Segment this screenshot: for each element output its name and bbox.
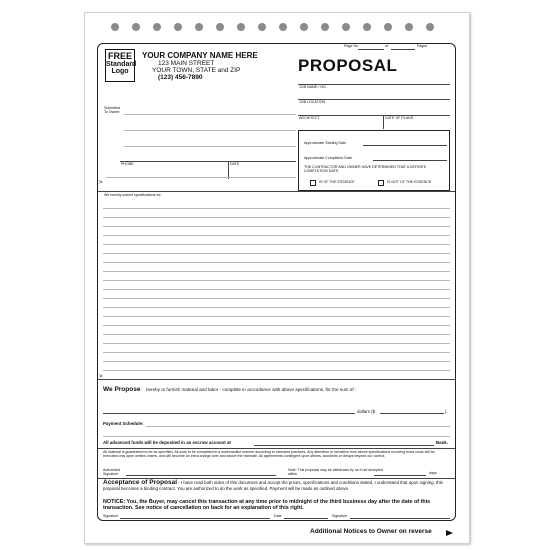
binder-hole [153, 23, 161, 31]
specification-line[interactable] [103, 289, 450, 290]
page-title: PROPOSAL [298, 56, 398, 75]
binder-hole [132, 23, 140, 31]
specification-line[interactable] [103, 235, 450, 236]
payment-schedule-line-2[interactable] [103, 436, 450, 437]
specification-line[interactable] [103, 271, 450, 272]
specification-line[interactable] [103, 244, 450, 245]
specification-line[interactable] [103, 262, 450, 263]
specification-line[interactable] [103, 298, 450, 299]
sum-amount-line[interactable] [380, 413, 444, 414]
buyer-signature-line[interactable] [120, 518, 270, 519]
specification-line[interactable] [103, 208, 450, 209]
binder-hole [342, 23, 350, 31]
withdrawal-days-line[interactable] [374, 475, 426, 476]
signature-date-line[interactable] [284, 518, 328, 519]
acceptance-text: - I have read both sides of this document and accept the prices, specifications and conditions stated. I understand that upon signing, this proposal becomes a binding contract. You are authorized to do the work as specified. Payment will be made as outlined above. [103, 480, 443, 491]
logo-line-1: FREE [107, 51, 132, 61]
arrow-right-icon [446, 530, 453, 536]
specification-line[interactable] [103, 217, 450, 218]
page-no-line[interactable] [358, 49, 384, 50]
start-date-label: Approximate Starting Date [304, 141, 347, 145]
proposal-form-sheet [84, 12, 470, 544]
binder-hole [216, 23, 224, 31]
architect-label: ARCHITECT [299, 116, 320, 120]
specs-top-rule [98, 191, 455, 192]
reverse-notice: Additional Notices to Owner on reverse [310, 528, 432, 535]
signature-date-label: Date [274, 514, 282, 518]
essence-label: IS OF THE ESSENCE [319, 180, 355, 184]
logo-line-3: Logo [111, 68, 129, 75]
address-line[interactable] [106, 177, 296, 178]
page-count-line[interactable] [391, 49, 415, 50]
completion-note: THE CONTRACTOR AND OWNER HAVE DETERMINED THAT A DEFINITE COMPLETION DATE: [304, 165, 427, 174]
binder-hole [111, 23, 119, 31]
binder-hole [237, 23, 245, 31]
we-propose-text: hereby to furnish material and labor - complete in accordance with above specifications, for the sum of : [146, 387, 357, 392]
binder-hole [195, 23, 203, 31]
binder-hole [279, 23, 287, 31]
close-paren: ). [445, 409, 448, 414]
job-location-label: JOB LOCATION [299, 100, 326, 104]
specification-line[interactable] [103, 280, 450, 281]
signature-label: Signature [103, 514, 119, 518]
escrow-text: All advanced funds will be deposited in an escrow account at [103, 440, 231, 445]
pages-label: Pages [417, 44, 428, 48]
not-essence-checkbox[interactable] [378, 180, 384, 186]
binder-hole [174, 23, 182, 31]
logo-line-2: Standard [106, 61, 137, 68]
binder-hole [300, 23, 308, 31]
arrow-marker-icon: > [99, 374, 103, 380]
specification-line[interactable] [103, 253, 450, 254]
page-no-label: Page No. [344, 44, 359, 48]
company-logo [105, 49, 135, 82]
completion-date-label: Approximate Completion Date [304, 156, 352, 160]
specs-bottom-rule [98, 379, 455, 380]
specification-line[interactable] [103, 352, 450, 353]
binder-hole [384, 23, 392, 31]
escrow-rule [98, 448, 455, 449]
specification-line[interactable] [103, 316, 450, 317]
owner-line-2[interactable] [124, 130, 296, 131]
binder-hole [258, 23, 266, 31]
second-signature-line[interactable] [350, 518, 450, 519]
specification-line[interactable] [103, 334, 450, 335]
specification-line[interactable] [103, 370, 450, 371]
start-date-line[interactable] [363, 145, 447, 146]
acceptance-heading: Acceptance of Proposal [103, 479, 178, 486]
specification-line[interactable] [103, 307, 450, 308]
we-propose-heading: We Propose [103, 386, 141, 393]
acceptance-block [103, 480, 451, 491]
job-name-label: JOB NAME / NO. [299, 85, 327, 89]
authorized-signature-line[interactable] [126, 475, 276, 476]
of-label: of [385, 44, 388, 48]
phone-label: PHONE [121, 162, 134, 166]
binder-hole [363, 23, 371, 31]
company-city: YOUR TOWN, STATE and ZIP [152, 67, 241, 74]
schedule-box [298, 130, 450, 191]
specification-line[interactable] [103, 343, 450, 344]
payment-schedule-label: Payment Schedule: [103, 421, 144, 426]
binder-hole [426, 23, 434, 31]
date-label: DATE [230, 162, 240, 166]
escrow-bank-line[interactable] [254, 445, 434, 446]
payment-schedule-line[interactable] [146, 426, 450, 427]
withdrawal-note: Note: This proposal may be withdrawn by us if not accepted within [288, 468, 384, 476]
notice-text: NOTICE: You, the Buyer, may cancel this transaction at any time prior to midnight of the third business day after the date of this transaction. See notice of cancellation on back for an explanation of this right. [103, 499, 431, 511]
company-name: YOUR COMPANY NAME HERE [142, 51, 258, 60]
not-essence-label: IS NOT OF THE ESSENCE [387, 180, 432, 184]
company-phone: (123) 456-7890 [158, 74, 203, 81]
form-frame [97, 43, 456, 521]
phone-line[interactable] [120, 161, 296, 162]
days-label: days. [429, 471, 438, 475]
architect-line[interactable] [298, 115, 450, 116]
specification-line[interactable] [103, 325, 450, 326]
guarantee-text: All material is guaranteed to be as specified. All work to be completed in a workmanlike manner according to standard practices. Any alteration or deviation from above specifications involving extra costs will be executed only upon written orders, and will become an extra charge over and above the estimate. All agreements contingent upon strikes, accidents or delays beyond our control. [103, 450, 435, 459]
date-of-plans-label: DATE OF PLANS [385, 116, 414, 120]
arrow-marker-icon: > [99, 180, 103, 186]
specs-intro: We hereby submit specifications for: [104, 193, 162, 197]
owner-line-1[interactable] [124, 114, 296, 115]
sum-words-line[interactable] [103, 413, 355, 414]
binder-hole [405, 23, 413, 31]
specification-line[interactable] [103, 361, 450, 362]
specification-line[interactable] [103, 226, 450, 227]
essence-checkbox[interactable] [310, 180, 316, 186]
completion-date-line[interactable] [373, 160, 447, 161]
company-street: 123 MAIN STREET [158, 60, 215, 67]
binder-hole [321, 23, 329, 31]
architect-divider [383, 115, 384, 129]
authorized-signature-label: Authorized Signature [103, 468, 121, 476]
dollars-label: dollars ($ [357, 409, 376, 414]
bank-label: Bank. [436, 440, 448, 445]
signature-2-label: Signature [332, 514, 348, 518]
owner-line-3[interactable] [124, 146, 296, 147]
submitted-to-label: Submitted To Owner: [104, 106, 121, 115]
